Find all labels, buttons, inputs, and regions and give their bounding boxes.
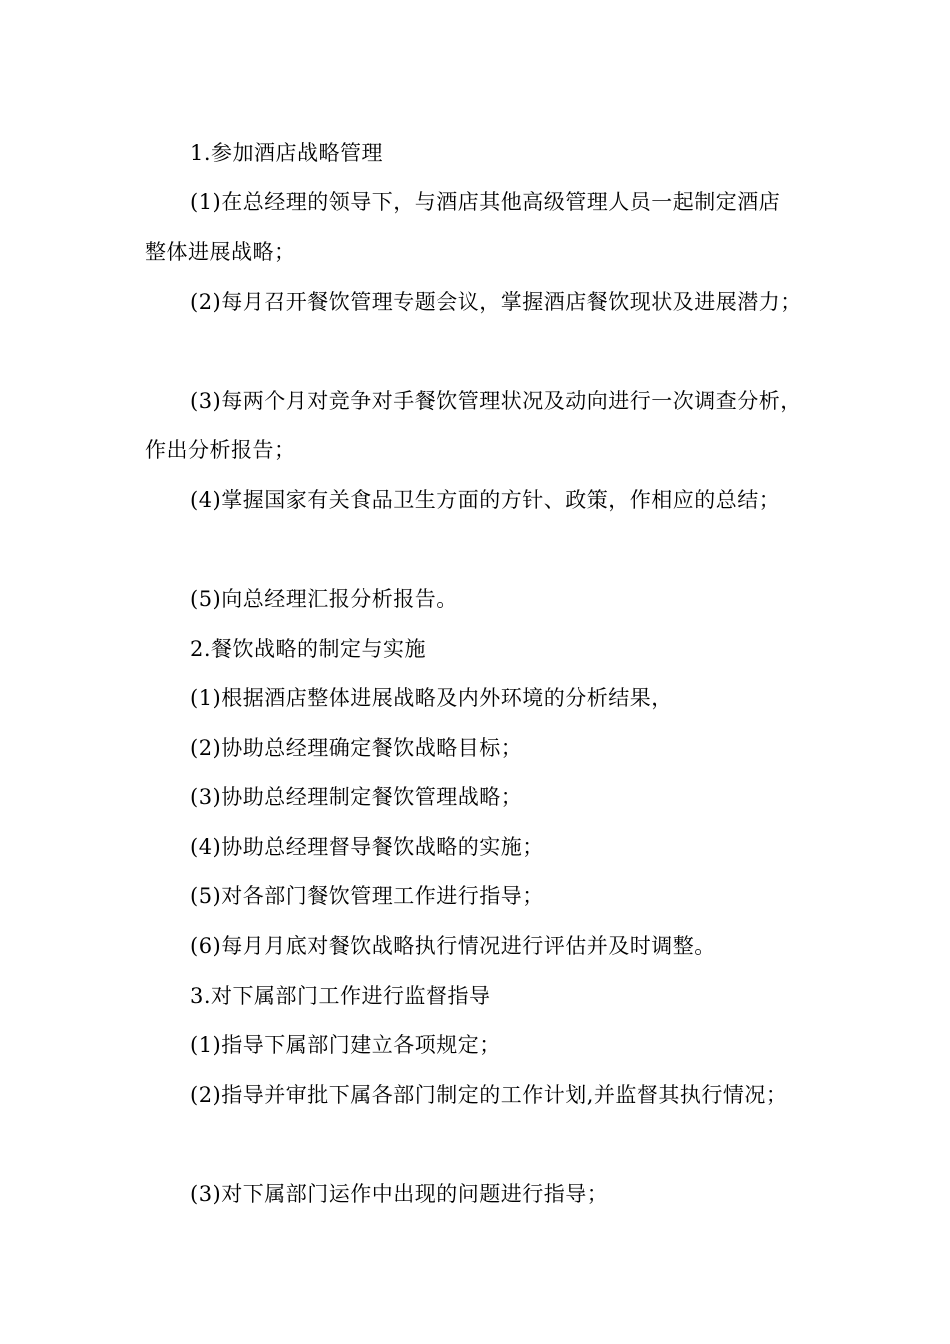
paragraph-line: (3)每两个月对竞争对手餐饮管理状况及动向进行一次调查分析， xyxy=(190,389,802,413)
paragraph-line: (2)指导并审批下属各部门制定的工作计划,并监督其执行情况； xyxy=(190,1083,788,1107)
paragraph-line: 整体进展战略； xyxy=(145,240,296,264)
paragraph-line: (2)协助总经理确定餐饮战略目标； xyxy=(190,736,523,760)
section-heading-3: 3.对下属部门工作进行监督指导 xyxy=(190,984,491,1008)
paragraph-line: (1)根据酒店整体进展战略及内外环境的分析结果， xyxy=(190,686,673,710)
paragraph-line: (5)向总经理汇报分析报告。 xyxy=(190,587,458,611)
paragraph-line: (4)协助总经理督导餐饮战略的实施； xyxy=(190,835,544,859)
paragraph-line: (1)指导下属部门建立各项规定； xyxy=(190,1033,501,1057)
paragraph-line: (1)在总经理的领导下，与酒店其他高级管理人员一起制定酒店 xyxy=(190,190,781,214)
paragraph-line: (2)每月召开餐饮管理专题会议，掌握酒店餐饮现状及进展潜力； xyxy=(190,290,802,314)
paragraph-line: (3)协助总经理制定餐饮管理战略； xyxy=(190,785,523,809)
section-heading-1: 1.参加酒店战略管理 xyxy=(190,141,384,165)
paragraph-line: (6)每月月底对餐饮战略执行情况进行评估并及时调整。 xyxy=(190,934,716,958)
section-heading-2: 2.餐饮战略的制定与实施 xyxy=(190,637,427,661)
paragraph-line: (5)对各部门餐饮管理工作进行指导； xyxy=(190,884,544,908)
paragraph-line: (3)对下属部门运作中出现的问题进行指导； xyxy=(190,1182,609,1206)
paragraph-line: (4)掌握国家有关食品卫生方面的方针、政策，作相应的总结； xyxy=(190,488,781,512)
paragraph-line: 作出分析报告； xyxy=(145,438,296,462)
